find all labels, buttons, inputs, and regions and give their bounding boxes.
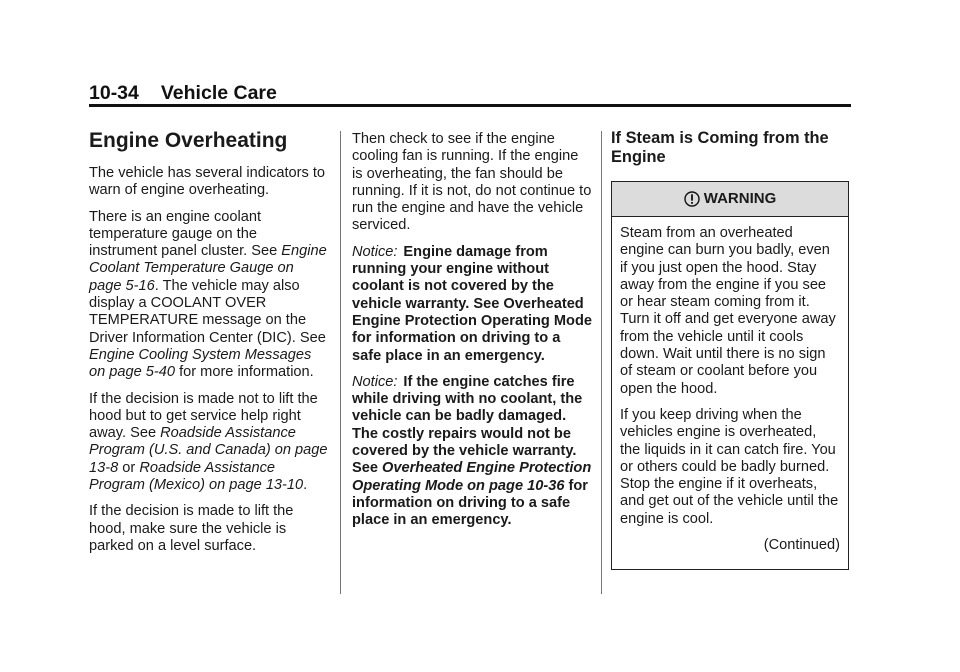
warning-body: [612, 217, 848, 569]
paragraph: If the decision is made to lift the hood, make sure the vehicle is parked on a level surface.: [89, 503, 294, 554]
notice-label: Notice:: [352, 243, 398, 260]
warning-header: [612, 182, 848, 217]
page-header: [89, 82, 277, 105]
column-2: [352, 131, 592, 539]
continued-label: (Continued): [763, 537, 840, 554]
paragraph: Steam from an overheated engine can burn you badly, even if you just open the hood. Stay away from the engine if you see or hear steam coming from it. Turn it off and get everyone away from the vehicle until it cools down. Wait until there is no sign of steam or coolant before you open the hood.: [620, 225, 836, 397]
notice: Notice: Engine damage from running your engine without coolant is not covered by the vehicle warranty. See Overheated Engine Protection Operating Mode for information on driving to a safe place in an emergency.: [352, 243, 592, 364]
column-divider: [601, 131, 602, 594]
section-title: Vehicle Care: [160, 82, 277, 104]
cross-reference: Roadside Assistance Program (U.S. and Canada) on page 13-8: [89, 425, 328, 476]
column-3: [611, 125, 851, 570]
section-heading: Engine Overheating: [89, 129, 288, 152]
cross-reference: Engine Coolant Temperature Gauge on page 5-16: [89, 243, 327, 294]
paragraph: Then check to see if the engine cooling fan is running. If the engine is overheating, the fan should be running. If it is not, do not continue to run the engine and have the vehicle serviced.: [352, 131, 592, 234]
paragraph: If you keep driving when the vehicles engine is overheated, the liquids in it can catch fire. You or others could be badly burned. Stop the engine if it overheats, and get out of the vehicle until the engine is cool.: [620, 406, 839, 527]
notice: Notice: If the engine catches fire while driving with no coolant, the vehicle can be badly damaged. The costly repairs would not be covered by the vehicle warranty. See Overheated Engine Protection Operating Mode on page 10-36 for information on driving to a safe place in an emergency.: [352, 373, 592, 529]
notice-label: Notice:: [352, 373, 398, 390]
paragraph: If the decision is made not to lift the hood but to get service help right away. See Roadside Assistance Program (U.S. and Canada) on page 13-8 or Roadside Assistance Program (Mexico) on page 13-10.: [89, 390, 328, 494]
warning-icon: [684, 191, 700, 207]
warning-label: WARNING: [703, 190, 777, 208]
column-divider: [340, 131, 341, 594]
cross-reference: Roadside Assistance Program (Mexico) on page 13-10: [89, 459, 304, 494]
cross-reference: Engine Cooling System Messages on page 5-40: [89, 346, 312, 381]
subsection-heading: If Steam is Coming from the Engine: [611, 129, 829, 166]
page-number: 10-34: [89, 82, 139, 104]
paragraph: The vehicle has several indicators to warn of engine overheating.: [89, 165, 326, 199]
warning-box: [611, 181, 849, 570]
cross-reference: Overheated Engine Protection Operating Mode on page 10-36: [352, 460, 592, 494]
header-rule: [89, 104, 851, 107]
paragraph: There is an engine coolant temperature gauge on the instrument panel cluster. See Engine Coolant Temperature Gauge on page 5-16. The vehicle may also display a COOLANT OVER TEMPERATURE message on the Driver Information Center (DIC). See Engine Cooling System Messages on page 5-40 for more information.: [89, 208, 327, 381]
column-1: [89, 125, 329, 564]
